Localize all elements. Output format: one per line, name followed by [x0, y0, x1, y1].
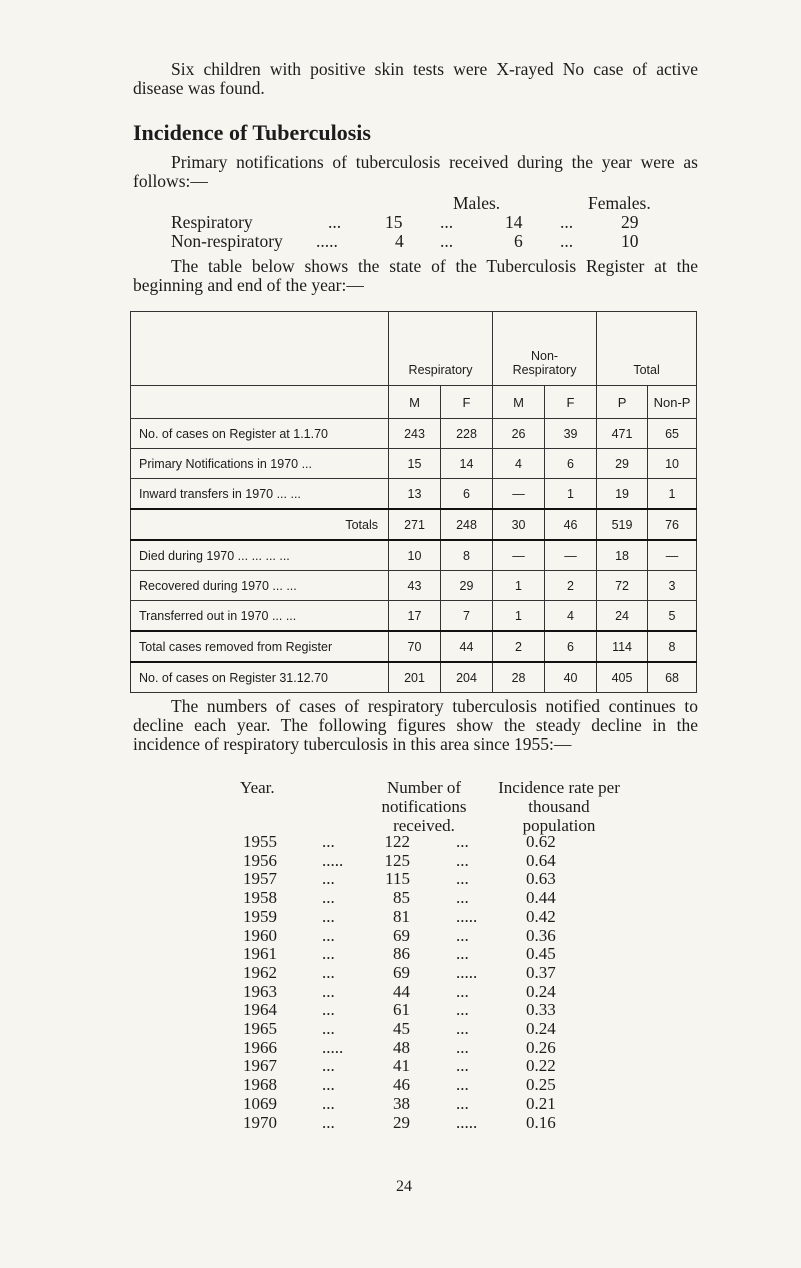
- row-label: Total cases removed from Register: [131, 631, 389, 662]
- rate-cell: 0.16: [526, 1112, 556, 1132]
- year-cell: 1965: [243, 1019, 277, 1038]
- cell: 8: [648, 631, 697, 662]
- rate-cell: 0.22: [526, 1056, 556, 1076]
- leader-dots: ...: [456, 1056, 469, 1076]
- cell: —: [493, 479, 545, 510]
- year-cell: 1964: [243, 1000, 277, 1020]
- notif-value: 6: [514, 231, 523, 251]
- leader-dots: ...: [456, 1037, 469, 1057]
- cell: 29: [441, 571, 493, 601]
- notifications-cell: 115: [385, 869, 410, 889]
- notif-value: 10: [621, 231, 639, 251]
- col-rate-header: Incidence rate per thousand population: [498, 778, 620, 835]
- rate-cell: 0.44: [526, 888, 556, 908]
- sub-header: M: [389, 386, 441, 419]
- row-label: Totals: [131, 509, 389, 540]
- year-cell: 1970: [243, 1112, 277, 1132]
- rate-cell: 0.26: [526, 1037, 556, 1057]
- cell: 1: [545, 479, 597, 510]
- cell: 3: [648, 571, 697, 601]
- cell: 10: [389, 540, 441, 571]
- leader-dots: ...: [322, 1000, 335, 1020]
- rate-cell: 0.24: [526, 981, 556, 1001]
- notifications-cell: 69: [393, 962, 410, 982]
- rate-cell: 0.24: [526, 1019, 556, 1038]
- cell: 28: [493, 662, 545, 693]
- leader-dots: .....: [456, 1112, 478, 1132]
- sub-header: F: [545, 386, 597, 419]
- cell: 2: [493, 631, 545, 662]
- rate-cell: 0.64: [526, 850, 556, 870]
- leader-dots: .....: [456, 962, 478, 982]
- cell: 4: [493, 449, 545, 479]
- leader-dots: ...: [322, 981, 335, 1001]
- leader-dots: ...: [322, 1019, 335, 1038]
- cell: 248: [441, 509, 493, 540]
- leader-dots: ...: [456, 1075, 469, 1095]
- cell: 243: [389, 419, 441, 449]
- group-header-non-respiratory: Non-Respiratory: [493, 312, 597, 386]
- table-row: [131, 631, 697, 662]
- rate-cell: 0.36: [526, 925, 556, 945]
- cell: —: [493, 540, 545, 571]
- row-label: Transferred out in 1970 ... ...: [131, 601, 389, 632]
- year-cell: 1958: [243, 888, 277, 908]
- leader-dots: ...: [322, 832, 335, 851]
- cell: 228: [441, 419, 493, 449]
- cell: 43: [389, 571, 441, 601]
- group-header-total: Total: [597, 312, 697, 386]
- notif-value: 15: [385, 212, 403, 232]
- year-cell: 1966: [243, 1037, 277, 1057]
- cell: 13: [389, 479, 441, 510]
- cell: 519: [597, 509, 648, 540]
- cell: 15: [389, 449, 441, 479]
- notifications-paragraph: Primary notifications of tuberculosis received during the year were as follows:—: [133, 152, 698, 191]
- year-cell: 1959: [243, 906, 277, 926]
- notifications-cell: 46: [393, 1075, 410, 1095]
- sub-header: Non-P: [648, 386, 697, 419]
- notifications-cell: 85: [393, 888, 410, 908]
- cell: 271: [389, 509, 441, 540]
- year-cell: 1962: [243, 962, 277, 982]
- notifications-cell: 125: [384, 850, 410, 870]
- year-cell: 1967: [243, 1056, 277, 1076]
- notifications-cell: 38: [393, 1093, 410, 1113]
- cell: 24: [597, 601, 648, 632]
- sub-header: P: [597, 386, 648, 419]
- table-row: [131, 571, 697, 601]
- leader-dots: ...: [322, 1056, 335, 1076]
- table-row: [131, 662, 697, 693]
- leader-dots: .....: [456, 906, 478, 926]
- cell: —: [545, 540, 597, 571]
- notifications-cell: 81: [393, 906, 410, 926]
- cell: 46: [545, 509, 597, 540]
- cell: 1: [648, 479, 697, 510]
- notifications-cell: 29: [393, 1112, 410, 1132]
- section-heading: Incidence of Tuberculosis: [133, 120, 371, 145]
- year-cell: 1069: [243, 1093, 277, 1113]
- rate-cell: 0.25: [526, 1075, 556, 1095]
- cell: 70: [389, 631, 441, 662]
- cell: 2: [545, 571, 597, 601]
- table-corner-cell: [131, 312, 389, 386]
- col-year-header: Year.: [240, 778, 275, 797]
- rate-cell: 0.63: [526, 869, 556, 889]
- intro-paragraph: Six children with positive skin tests were X-rayed No case of active disease was found.: [133, 59, 698, 98]
- notifications-cell: 45: [393, 1019, 410, 1038]
- cell: 26: [493, 419, 545, 449]
- leader-dots: ...: [322, 906, 335, 926]
- leader-dots: .....: [322, 850, 344, 870]
- decline-paragraph: The numbers of cases of respiratory tuberculosis notified continues to decline each year. The following figures show the steady decline in the incidence of respiratory tuberculosis in this area since 1955:—: [133, 696, 698, 754]
- year-cell: 1957: [243, 869, 277, 889]
- leader-dots: ...: [322, 944, 335, 964]
- table-row: [131, 449, 697, 479]
- notifications-cell: 48: [393, 1037, 410, 1057]
- rate-cell: 0.62: [526, 832, 556, 851]
- notif-value: 14: [505, 212, 523, 232]
- table-row: [131, 540, 697, 571]
- cell: 68: [648, 662, 697, 693]
- cell: 44: [441, 631, 493, 662]
- notifications-cell: 41: [393, 1056, 410, 1076]
- cell: 18: [597, 540, 648, 571]
- leader-dots: ...: [322, 1093, 335, 1113]
- cell: 30: [493, 509, 545, 540]
- notifications-cell: 122: [384, 832, 410, 851]
- notif-dots: ...: [560, 231, 574, 251]
- leader-dots: ...: [456, 944, 469, 964]
- cell: 19: [597, 479, 648, 510]
- notifications-cell: 61: [393, 1000, 410, 1020]
- notif-value: 4: [395, 231, 404, 251]
- cell: 8: [441, 540, 493, 571]
- leader-dots: ...: [322, 888, 335, 908]
- year-cell: 1955: [243, 832, 277, 851]
- col-males-header: Males.: [453, 193, 501, 213]
- notifications-cell: 44: [393, 981, 410, 1001]
- year-cell: 1963: [243, 981, 277, 1001]
- cell: —: [648, 540, 697, 571]
- notif-dots: ...: [560, 212, 574, 232]
- rate-cell: 0.37: [526, 962, 556, 982]
- cell: 1: [493, 601, 545, 632]
- leader-dots: ...: [456, 850, 469, 870]
- cell: 471: [597, 419, 648, 449]
- leader-dots: ...: [322, 925, 335, 945]
- table-blank-cell: [131, 386, 389, 419]
- col-females-header: Females.: [588, 193, 651, 213]
- rate-cell: 0.33: [526, 1000, 556, 1020]
- notifications-cell: 86: [393, 944, 410, 964]
- cell: 14: [441, 449, 493, 479]
- rate-cell: 0.45: [526, 944, 556, 964]
- row-label: Recovered during 1970 ... ...: [131, 571, 389, 601]
- sub-header: M: [493, 386, 545, 419]
- row-label: Died during 1970 ... ... ... ...: [131, 540, 389, 571]
- cell: 1: [493, 571, 545, 601]
- leader-dots: ...: [322, 962, 335, 982]
- leader-dots: ...: [456, 1000, 469, 1020]
- leader-dots: ...: [456, 981, 469, 1001]
- table-row: [131, 419, 697, 449]
- row-label: Primary Notifications in 1970 ...: [131, 449, 389, 479]
- cell: 10: [648, 449, 697, 479]
- row-label: No. of cases on Register at 1.1.70: [131, 419, 389, 449]
- rate-cell: 0.21: [526, 1093, 556, 1113]
- cell: 201: [389, 662, 441, 693]
- cell: 6: [441, 479, 493, 510]
- cell: 76: [648, 509, 697, 540]
- cell: 7: [441, 601, 493, 632]
- cell: 72: [597, 571, 648, 601]
- year-cell: 1968: [243, 1075, 277, 1095]
- leader-dots: ...: [456, 1093, 469, 1113]
- notif-row-label: Respiratory: [171, 212, 253, 232]
- table-row: [131, 479, 697, 510]
- notif-row-label: Non-respiratory: [171, 231, 283, 251]
- cell: 65: [648, 419, 697, 449]
- cell: 405: [597, 662, 648, 693]
- leader-dots: ...: [456, 925, 469, 945]
- group-header-respiratory: Respiratory: [389, 312, 493, 386]
- page-number: 24: [396, 1178, 412, 1195]
- cell: 204: [441, 662, 493, 693]
- leader-dots: ...: [456, 1019, 469, 1038]
- row-label: Inward transfers in 1970 ... ...: [131, 479, 389, 510]
- cell: 29: [597, 449, 648, 479]
- notif-dots: ...: [440, 231, 454, 251]
- year-cell: 1960: [243, 925, 277, 945]
- notif-dots: .....: [316, 231, 338, 251]
- cell: 40: [545, 662, 597, 693]
- rate-cell: 0.42: [526, 906, 556, 926]
- tuberculosis-register-table: [130, 311, 697, 693]
- table-row: [131, 601, 697, 632]
- notif-value: 29: [621, 212, 639, 232]
- leader-dots: .....: [322, 1037, 344, 1057]
- register-paragraph: The table below shows the state of the Tuberculosis Register at the beginning and end of the year:—: [133, 256, 698, 295]
- row-label: No. of cases on Register 31.12.70: [131, 662, 389, 693]
- leader-dots: ...: [456, 832, 469, 851]
- col-notifications-header: Number of notifications received.: [381, 778, 467, 835]
- leader-dots: ...: [456, 888, 469, 908]
- sub-header: F: [441, 386, 493, 419]
- cell: 114: [597, 631, 648, 662]
- notif-dots: ...: [328, 212, 342, 232]
- year-cell: 1961: [243, 944, 277, 964]
- leader-dots: ...: [456, 869, 469, 889]
- notifications-cell: 69: [393, 925, 410, 945]
- cell: 5: [648, 601, 697, 632]
- table-row-totals: [131, 509, 697, 540]
- cell: 6: [545, 631, 597, 662]
- leader-dots: ...: [322, 869, 335, 889]
- leader-dots: ...: [322, 1075, 335, 1095]
- cell: 6: [545, 449, 597, 479]
- cell: 17: [389, 601, 441, 632]
- year-cell: 1956: [243, 850, 277, 870]
- cell: 4: [545, 601, 597, 632]
- leader-dots: ...: [322, 1112, 335, 1132]
- notif-dots: ...: [440, 212, 454, 232]
- cell: 39: [545, 419, 597, 449]
